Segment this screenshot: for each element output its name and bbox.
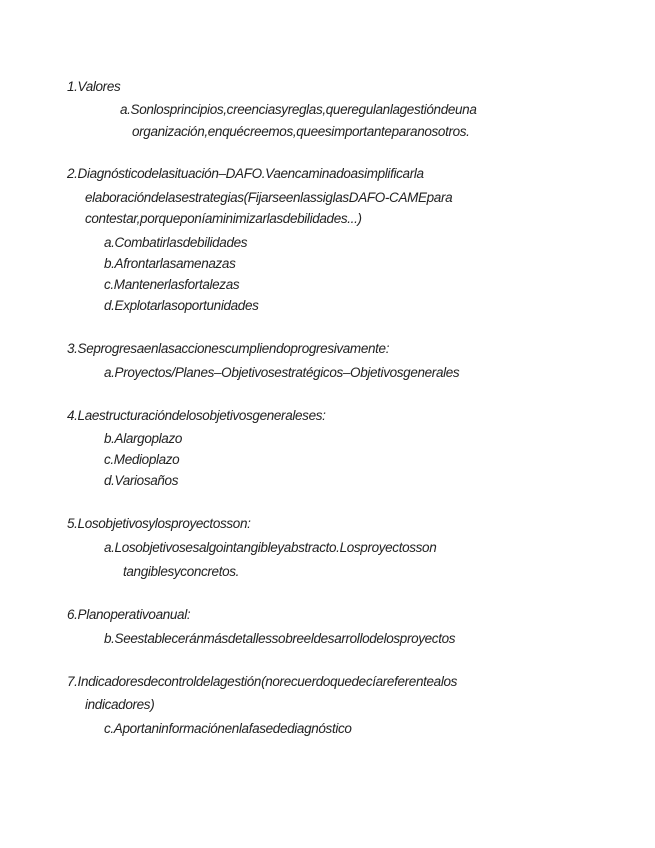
item-4-option-c: c.Medioplazo: [104, 452, 180, 467]
item-1-title: 1.Valores: [67, 79, 121, 94]
item-2-option-b: b.Afrontarlasamenazas: [104, 256, 236, 271]
item-1-answer-line-1: a.Sonlosprincipios,creenciasyreglas,queregulanlagestióndeuna: [120, 102, 477, 117]
item-2-title: 2.Diagnósticodelasituación–DAFO.Vaencaminadoasimplificarla: [67, 166, 424, 181]
item-1-answer-line-2: organización,enquécreemos,queesimportanteparanosotros.: [132, 124, 470, 139]
item-3-answer: a.Proyectos/Planes–Objetivosestratégicos–Objetivosgenerales: [104, 365, 460, 380]
item-2-option-d: d.Explotarlasoportunidades: [104, 298, 259, 313]
item-7-title-cont-1: indicadores): [85, 697, 155, 712]
item-5-answer-line-2: tangiblesyconcretos.: [123, 564, 240, 579]
item-4-option-b: b.Alargoplazo: [104, 431, 183, 446]
item-5-title: 5.Losobjetivosylosproyectosson:: [67, 516, 251, 531]
item-7-title: 7.Indicadoresdecontroldelagestión(norecuerdoquedecíareferentealos: [67, 674, 458, 689]
item-2-title-cont-1: elaboracióndelasestrategias(FijarseenlassiglasDAFO-CAMEpara: [85, 190, 453, 205]
item-6-title: 6.Planoperativoanual:: [67, 607, 191, 622]
item-2-option-a: a.Combatirlasdebilidades: [104, 235, 248, 250]
item-7-answer: c.Aportaninformaciónenlafasedediagnóstico: [104, 721, 352, 736]
item-2-option-c: c.Mantenerlasfortalezas: [104, 277, 240, 292]
item-3-title: 3.Seprogresaenlasaccionescumpliendoprogresivamente:: [67, 341, 390, 356]
item-4-option-d: d.Variosaños: [104, 473, 179, 488]
item-2-title-cont-2: contestar,porqueponíaminimizarlasdebilidades...): [85, 211, 362, 226]
item-5-answer-line-1: a.Losobjetivosesalgointangibleyabstracto.Losproyectosson: [104, 540, 437, 555]
item-6-answer: b.Seestableceránmásdetallessobreeldesarrollodelosproyectos: [104, 631, 456, 646]
item-4-title: 4.Laestructuracióndelosobjetivosgeneraleses:: [67, 408, 326, 423]
